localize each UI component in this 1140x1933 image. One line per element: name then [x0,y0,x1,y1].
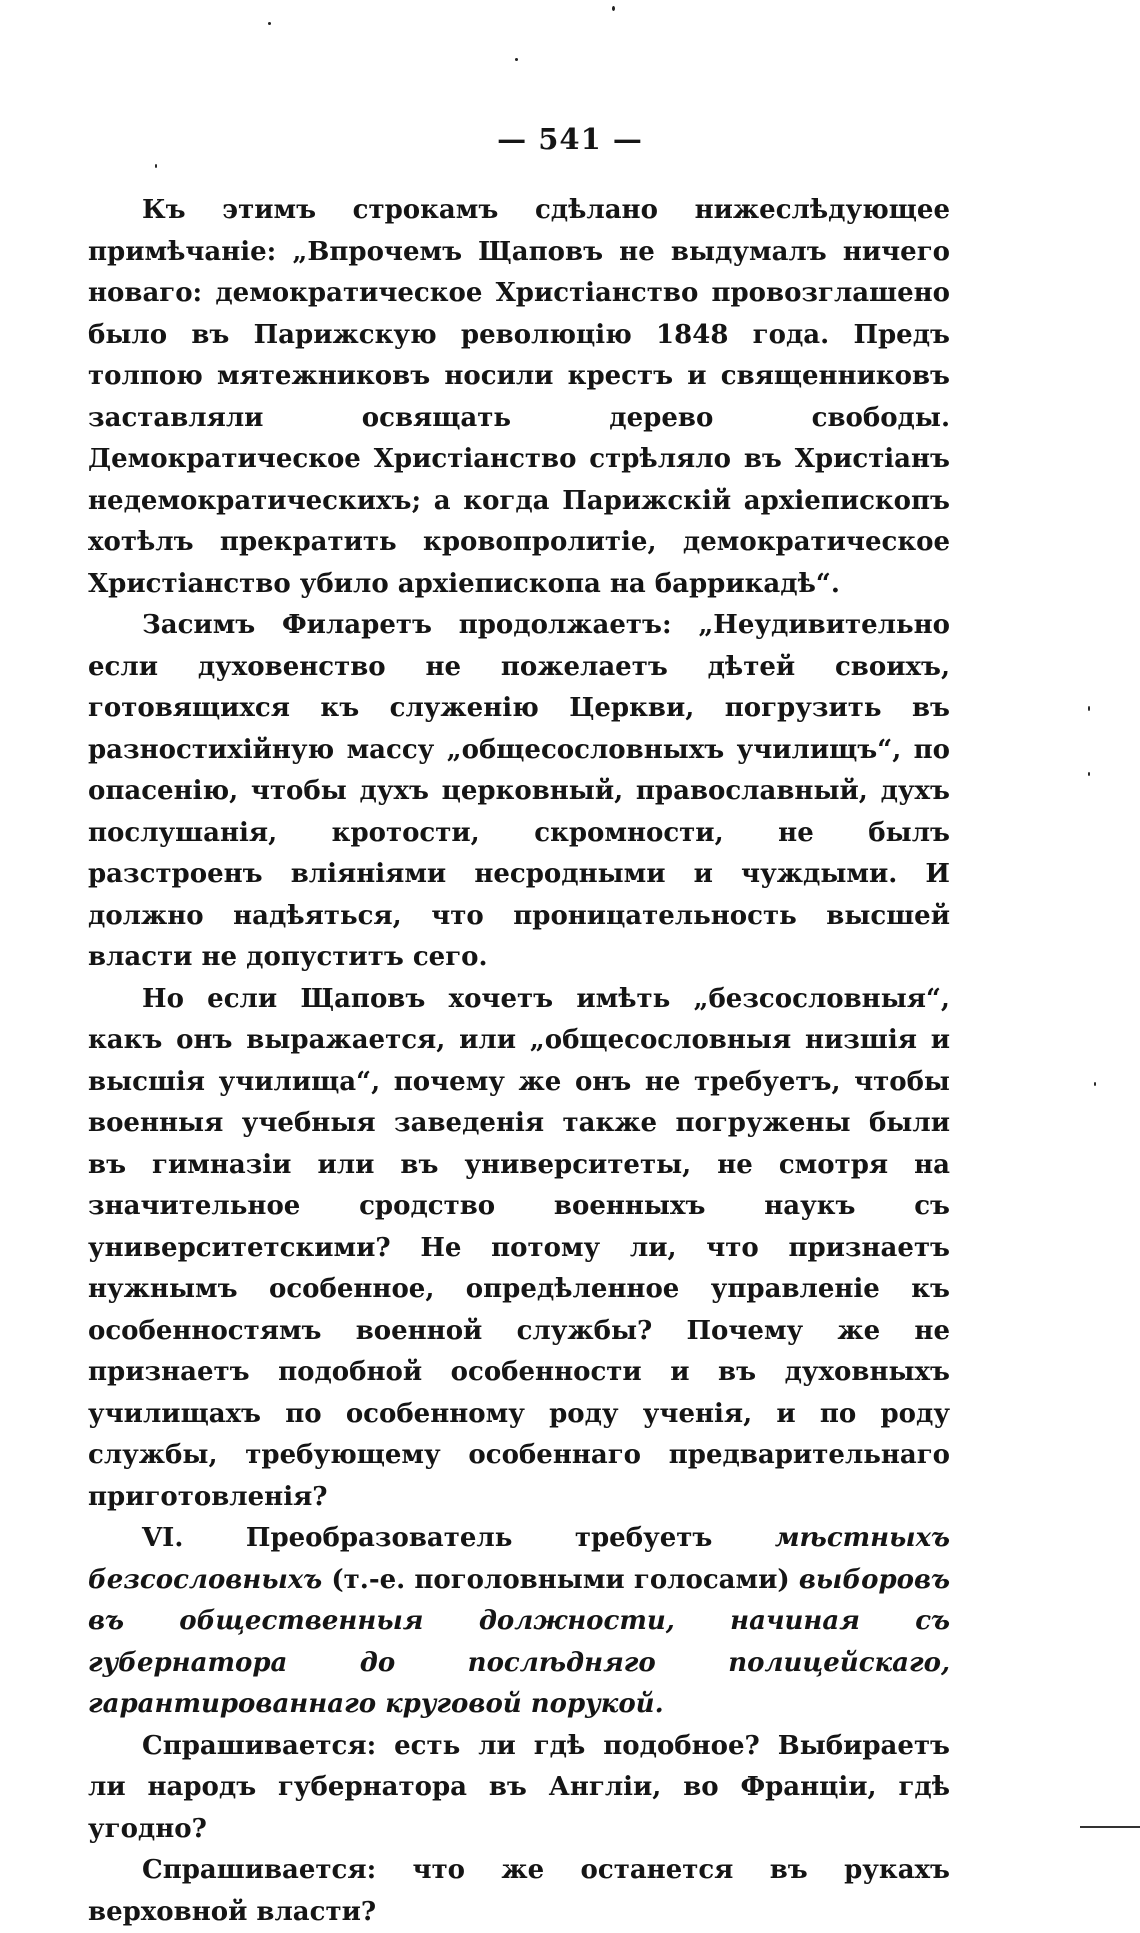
paragraph-6: Спрашивается: что же останется въ рукахъ верховной власти? [88,1855,950,1927]
scan-speck [1094,1082,1096,1086]
paragraph-4-italic-2: выборовъ въ общественныя должности, начиная съ губернатора до послѣдняго полицейскаго, гарантированнаго круговой порукой. [88,1564,950,1719]
page-body [88,190,950,1933]
paragraph-3: Но если Щаповъ хочетъ имѣть „безсословныя“, какъ онъ выражается, или „общесословныя низшія и высшія училища“, почему же онъ не требуетъ, чтобы военныя учебныя заведенія также погружены были въ гимназіи или въ университеты, не смотря на значительное сродство военныхъ наукъ съ университетскими? Не потому ли, что признаетъ нужнымъ особенное, опредѣленное управленіе къ особенностямъ военной службы? Почему же не признаетъ подобной особенности и въ духовныхъ училищахъ по особенному роду ученія, и по роду службы, требующему особеннаго предварительнаго приготовленія? [88,983,950,1512]
paragraph-1: Къ этимъ строкамъ сдѣлано нижеслѣдующее примѣчаніе: „Впрочемъ Щаповъ не выдумалъ ничего новаго: демократическое Христіанство провозглашено было въ Парижскую революцію 1848 года. Предъ толпою мятежниковъ носили крестъ и священниковъ заставляли освящать дерево свободы. Демократическое Христіанство стрѣляло въ Христіанъ недемократическихъ; а когда Парижскій архіепископъ хотѣлъ прекратить кровопролитіе, демократическое Христіанство убило архіепископа на баррикадѣ“. [88,195,950,599]
paragraph-4-mid: (т.-е. поголовными голосами) [322,1564,799,1595]
page-number: — 541 — [497,122,643,156]
paragraph-5: Спрашивается: есть ли гдѣ подобное? Выбираетъ ли народъ губернатора въ Англіи, во Франціи, гдѣ угодно? [88,1730,950,1844]
paragraph-4 [88,1518,950,1726]
scan-speck [612,6,615,11]
scan-speck [515,58,518,61]
paragraph-4-lead: VI. Преобразователь требуетъ [142,1523,775,1553]
scan-speck [1088,706,1090,711]
scan-speck [155,164,157,168]
paragraph-4-italic-1: мѣстныхъ безсословныхъ [88,1523,950,1595]
paragraph-2: Засимъ Филаретъ продолжаетъ: „Неудивительно если духовенство не пожелаетъ дѣтей своихъ, готовящихся къ служенію Церкви, погрузить въ разностихійную массу „общесословныхъ училищъ“, по опасенію, чтобы духъ церковный, православный, духъ послушанія, кротости, скромности, не былъ разстроенъ вліяніями несродными и чуждыми. И должно надѣяться, что проницательность высшей власти не допуститъ сего. [88,610,950,972]
scan-speck [268,22,271,25]
scan-speck [1088,772,1090,776]
scan-edge-line [1080,1826,1140,1828]
